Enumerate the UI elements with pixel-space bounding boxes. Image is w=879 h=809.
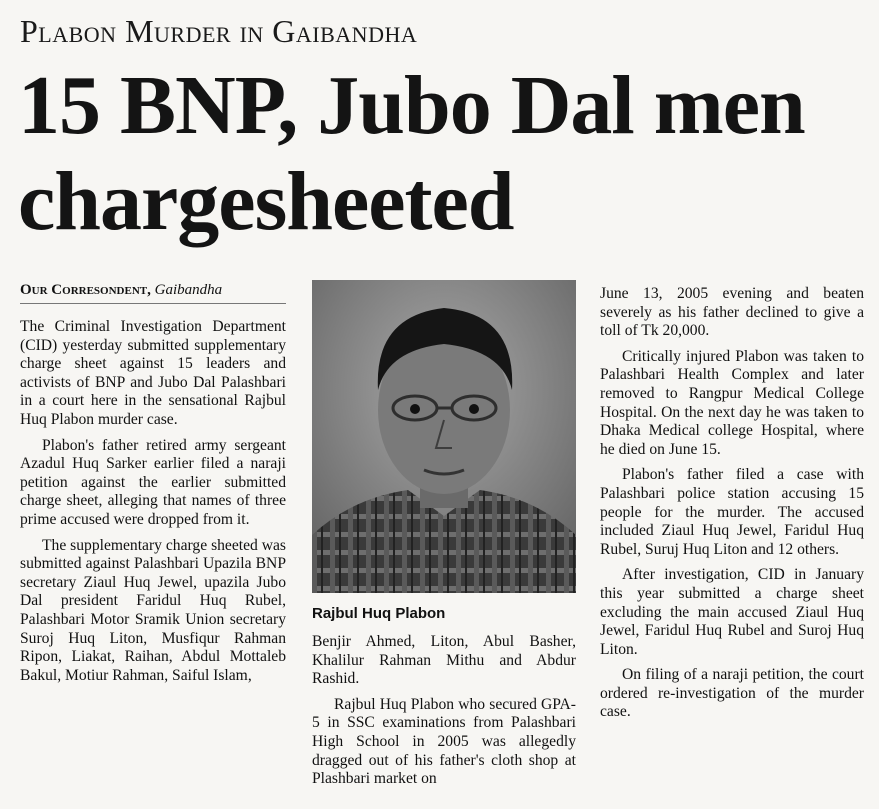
kicker: Plabon Murder in Gaibandha	[20, 13, 418, 49]
paragraph: Plabon's father filed a case with Palashbari police station accusing 15 people for the murder. The accused included Ziaul Huq Jewel, Faridul Huq Rubel, Suruj Huq Liton and 12 others.	[600, 466, 864, 558]
paragraph: The Criminal Investigation Department (CID) yesterday submitted supplementary charge sheet against 15 leaders and activists of BNP and Jubo Dal Palashbari in a court here in the sensational Rajbul Huq Plabon murder case.	[20, 318, 286, 428]
paragraph: The supplementary charge sheeted was submitted against Palashbari Upazila BNP secretary Ziaul Huq Jewel, upazila Jubo Dal president Faridul Huq Rubel, Palashbari Motor Sramik Union secretary Suroj Huq Liton, Musfiqur Rahman Ripon, Liakat, Raihan, Abdul Mottaleb Bakul, Motiur Rahman, Saiful Islam,	[20, 536, 286, 684]
article-column-2	[312, 633, 576, 796]
portrait-photo	[312, 280, 576, 593]
paragraph: After investigation, CID in January this year submitted a charge sheet excluding the main accused Ziaul Huq Jewel, Faridul Huq Rubel and Suroj Huq Liton.	[600, 566, 864, 658]
paragraph: Rajbul Huq Plabon who secured GPA-5 in SSC examinations from Palashbari High School in 2005 was allegedly dragged out of his father's cloth shop at Plashbari market on	[312, 695, 576, 788]
article-column-1	[20, 318, 286, 692]
article-column-3	[600, 285, 864, 729]
byline-name: Our Corresondent,	[20, 282, 151, 298]
headline: 15 BNP, Jubo Dal men chargesheeted	[18, 59, 805, 248]
byline	[20, 282, 286, 304]
paragraph: On filing of a naraji petition, the court ordered re-investigation of the murder case.	[600, 666, 864, 721]
photo-caption: Rajbul Huq Plabon	[312, 605, 446, 622]
byline-place: Gaibandha	[154, 282, 223, 298]
paragraph: Critically injured Plabon was taken to Palashbari Health Complex and later removed to Rangpur Medical College Hospital. On the next day he was taken to Dhaka Medical college Hospital, where he died on June 15.	[600, 347, 864, 458]
portrait-image	[312, 280, 576, 593]
paragraph: June 13, 2005 evening and beaten severely as his father declined to give a toll of Tk 20,000.	[600, 285, 864, 340]
paragraph: Benjir Ahmed, Liton, Abul Basher, Khalilur Rahman Mithu and Abdur Rashid.	[312, 633, 576, 688]
paragraph: Plabon's father retired army sergeant Azadul Huq Sarker earlier filed a naraji petition against the earlier submitted charge sheet, alleging that names of three prime accused were dropped from it.	[20, 436, 286, 528]
